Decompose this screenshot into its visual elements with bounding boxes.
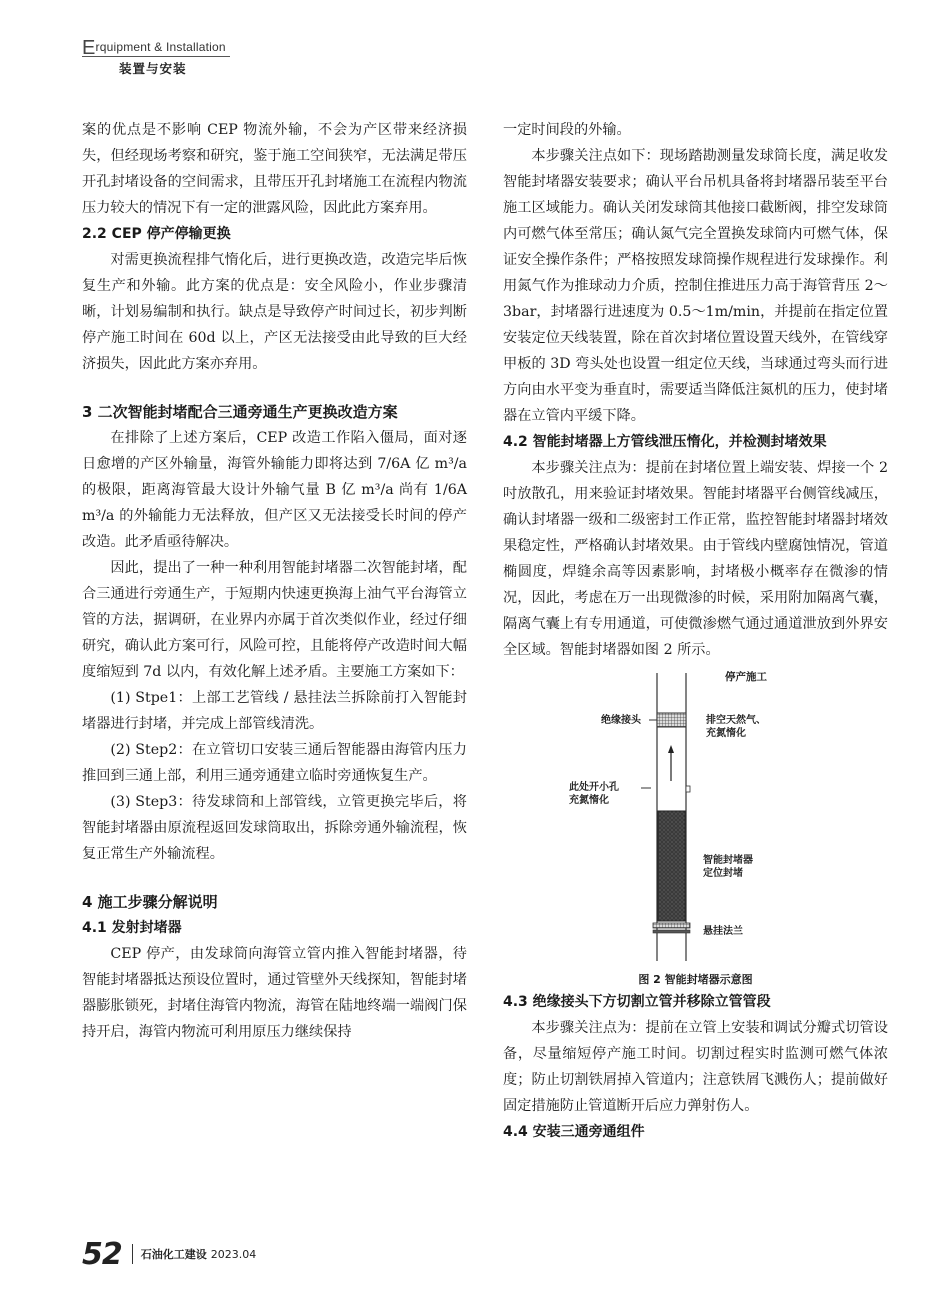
header-chinese-title: 装置与安装 — [119, 61, 187, 76]
insulation-joint-shape — [657, 713, 686, 727]
hanging-flange-shape — [653, 923, 690, 928]
right-column — [503, 117, 888, 1145]
step-item-2: (2) Step2：在立管切口安装三通后智能器由海管内压力推回到三通上部，利用三通旁通建立临时旁通恢复生产。 — [82, 742, 467, 784]
paragraph: 本步骤关注点如下：现场踏勘测量发球筒长度，满足收发智能封堵器安装要求；确认平台吊机具备将封堵器吊装至平台施工区域能力。确认关闭发球筒其他接口截断阀，排空发球筒内可燃气体至常压；确认氮气完全置换发球筒内可燃气体，保证安全操作条件；严格按照发球筒操作规程进行发球操作。利用氮气作为推球动力介质，控制住推进压力高于海管背压 2～3bar，封堵器行进速度为 0.5～1m/min，并提前在指定位置安装定位天线装置，除在首次封堵位置设置天线外，在管线穿甲板的 3D 弯头处也设置一组定位天线，当球通过弯头而行进方向由水平变为垂直时，需要适当降低注氮机的压力，使封堵器在立管内平缓下降。 — [503, 148, 888, 424]
hanging-flange-base — [653, 930, 690, 933]
figure-label-plug: 智能封堵器 定位封堵 — [703, 855, 753, 879]
section-heading-4-2: 4.2 智能封堵器上方管线泄压惰化，并检测封堵效果 — [503, 434, 827, 450]
figure-label-flange: 悬挂法兰 — [703, 926, 743, 937]
step-item-1: (1) Stpe1：上部工艺管线 / 悬挂法兰拆除前打入智能封堵器进行封堵，并完成上部管线清洗。 — [82, 690, 467, 732]
figure-2-plug-diagram — [503, 669, 888, 969]
figure-label-vent-gas: 排空天然气、 充氮惰化 — [706, 715, 766, 739]
section-heading-3: 3 二次智能封堵配合三通旁通生产更换改造方案 — [82, 403, 398, 421]
journal-issue: 2023.04 — [210, 1247, 257, 1261]
journal-name: 石油化工建设 — [140, 1248, 207, 1261]
running-header — [82, 37, 232, 77]
footer-divider — [132, 1244, 133, 1264]
paragraph: 一定时间段的外输。 — [503, 122, 631, 138]
paragraph: CEP 停产，由发球筒向海管立管内推入智能封堵器，待智能封堵器抵达预设位置时，通过管壁外天线探知，智能封堵器膨胀锁死，封堵住海管内物流，海管在陆地终端一端阀门保持开启，海管内物流可利用原压力继续保持 — [82, 946, 467, 1040]
paragraph: 对需更换流程排气惰化后，进行更换改造，改造完毕后恢复生产和外输。此方案的优点是：安全风险小，作业步骤清晰，计划易编制和执行。缺点是导致停产时间过长，初步判断停产施工时间在 60d 以上，产区无法接受由此导致的巨大经济损失，因此此方案亦弃用。 — [82, 252, 467, 372]
header-rule — [82, 56, 230, 57]
section-heading-2-2: 2.2 CEP 停产停输更换 — [82, 226, 231, 242]
figure-caption: 图 2 智能封堵器示意图 — [638, 973, 753, 986]
section-heading-4-3: 4.3 绝缘接头下方切割立管并移除立管管段 — [503, 994, 771, 1010]
section-heading-4: 4 施工步骤分解说明 — [82, 893, 218, 911]
left-column — [82, 117, 467, 1045]
vent-hole-marker — [686, 786, 690, 792]
plug-diagram-svg — [503, 669, 888, 969]
paragraph: 案的优点是不影响 CEP 物流外输，不会为产区带来经济损失，但经现场考察和研究，鉴于施工空间狭窄，无法满足带压开孔封堵设备的空间需求，且带压开孔封堵施工在流程内物流压力较大的情况下有一定的泄露风险，因此此方案弃用。 — [82, 122, 467, 216]
intelligent-plug-shape — [658, 811, 685, 921]
header-english-title: Erquipment & Installation — [82, 37, 226, 59]
step-item-3: (3) Step3：待发球筒和上部管线，立管更换完毕后，将智能封堵器由原流程返回发球筒取出，拆除旁通外输流程，恢复正常生产外输流程。 — [82, 794, 467, 862]
section-heading-4-4: 4.4 安装三通旁通组件 — [503, 1124, 645, 1140]
figure-label-small-hole: 此处开小孔 充氮惰化 — [569, 782, 619, 806]
figure-label-insulation-joint: 绝缘接头 — [601, 715, 641, 726]
page-footer — [82, 1236, 256, 1272]
paragraph: 在排除了上述方案后，CEP 改造工作陷入僵局，面对逐日愈增的产区外输量，海管外输能力即将达到 7/6A 亿 m³/a 的极限，距离海管最大设计外输气量 B 亿 m³/a 尚有 1/6A m³/a 的外输能力无法释放，但产区又无法接受长时间的停产改造。此矛盾亟待解决。 — [82, 430, 467, 550]
paragraph: 因此，提出了一种一种利用智能封堵器二次智能封堵，配合三通进行旁通生产，于短期内快速更换海上油气平台海管立管的方法，据调研，在业界内亦属于首次类似作业，经过仔细研究，确认此方案可行，风险可控，且能将停产改造时间大幅度缩短到 7d 以内，有效化解上述矛盾。主要施工方案如下： — [82, 560, 467, 680]
page-number: 52 — [82, 1236, 122, 1272]
paragraph: 本步骤关注点为：提前在封堵位置上端安装、焊接一个 2 吋放散孔，用来验证封堵效果。智能封堵器平台侧管线减压，确认封堵器一级和二级密封工作正常，监控智能封堵器封堵效果稳定性，严格确认封堵效果。由于管线内壁腐蚀情况，管道椭圆度，焊缝余高等因素影响，封堵极小概率存在微渗的情况，因此，考虑在万一出现微渗的时候，采用附加隔离气囊，隔离气囊上有专用通道，可使微渗燃气通过通道泄放到外界安全区域。智能封堵器如图 2 所示。 — [503, 460, 888, 658]
paragraph: 本步骤关注点为：提前在立管上安装和调试分瓣式切管设备，尽量缩短停产施工时间。切割过程实时监测可燃气体浓度；防止切割铁屑掉入管道内；注意铁屑飞溅伤人；提前做好固定措施防止管道断开后应力弹射伤人。 — [503, 1020, 888, 1114]
figure-label-shutdown: 停产施工 — [725, 671, 767, 683]
flow-arrow-head — [668, 745, 674, 753]
section-heading-4-1: 4.1 发射封堵器 — [82, 920, 182, 936]
